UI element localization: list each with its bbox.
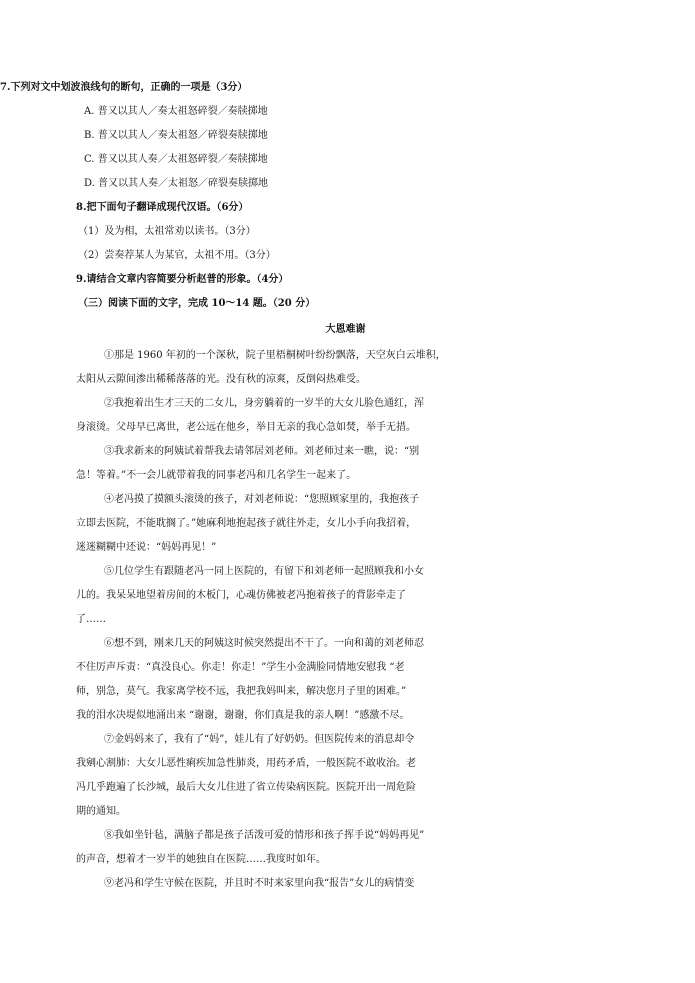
article-line: 冯几乎跑遍了长沙城，最后大女儿住进了省立传染病医院。医院开出一周危险 xyxy=(76,782,416,793)
article-line: 急！等着。”不一会儿就带着我的同事老冯和几名学生一起来了。 xyxy=(76,470,357,481)
article-line: 期的通知。 xyxy=(76,806,126,817)
article-line: 身滚烫。父母早已离世，老公远在他乡，举目无亲的我心急如焚，举手无措。 xyxy=(76,422,416,433)
question-7-option-a: A. 普又以其人／奏太祖怒碎裂／奏牍掷地 xyxy=(84,106,268,117)
article-line: 不住厉声斥责：“真没良心。你走！你走！”学生小金满脸同情地安慰我 “老 xyxy=(76,662,405,673)
question-7-option-b: B. 普又以其人／奏太祖怒／碎裂奏牍掷地 xyxy=(84,130,268,141)
article-line: ⑦金妈妈来了，我有了“妈”，娃儿有了好奶奶。但医院传来的消息却令 xyxy=(104,734,415,745)
question-9-stem: 9.请结合文章内容简要分析赵普的形象。（4分） xyxy=(76,274,289,285)
article-line: 的声音，想着才一岁半的她独自在医院……我度时如年。 xyxy=(76,854,326,865)
article-line: 儿的。我呆呆地望着房间的木板门，心魂仿佛被老冯抱着孩子的背影牵走了 xyxy=(76,590,406,601)
question-7-option-c: C. 普又以其人奏／太祖怒碎裂／奏牍掷地 xyxy=(84,154,268,165)
article-line: ①那是 1960 年初的一个深秋，院子里梧桐树叶纷纷飘落，天空灰白云堆积， xyxy=(104,350,446,361)
article-line: 了…… xyxy=(76,614,106,625)
question-8-item-2: （2）尝奏荐某人为某官，太祖不用。（3分） xyxy=(78,250,276,261)
article-title: 大恩难谢 xyxy=(325,324,366,335)
article-line: 立即去医院，不能耽搁了。”她麻利地抱起孩子就往外走，女儿小手向我招着， xyxy=(76,518,417,529)
article-line: ⑧我如坐针毡，满脑子都是孩子活泼可爱的情形和孩子挥手说“妈妈再见” xyxy=(104,830,425,841)
article-line: ⑤几位学生有跟随老冯一同上医院的，有留下和刘老师一起照顾我和小女 xyxy=(104,566,424,577)
article-line: ③我求新来的阿姨试着帮我去请邻居刘老师。刘老师过来一瞧，说：“别 xyxy=(104,446,420,457)
article-line: 迷迷糊糊中还说：“妈妈再见！” xyxy=(76,542,217,553)
article-line: ⑥想不到，刚来几天的阿姨这时候突然提出不干了。一向和蔼的刘老师忍 xyxy=(104,638,424,649)
question-8-stem: 8.把下面句子翻译成现代汉语。（6分） xyxy=(76,202,249,213)
article-line: ②我抱着出生才三天的二女儿，身旁躺着的一岁半的大女儿脸色通红，浑 xyxy=(104,398,424,409)
article-line: 我剜心割肺：大女儿恶性痢疾加急性肺炎，用药矛盾，一般医院不敢收治。老 xyxy=(76,758,416,769)
question-8-item-1: （1）及为相，太祖常劝以读书。（3分） xyxy=(78,226,256,237)
article-line: 我的泪水决堤似地涌出来 “谢谢，谢谢，你们真是我的亲人啊！”感激不尽。 xyxy=(76,710,410,721)
section-3-heading: （三）阅读下面的文字，完成 10～14 题。（20 分） xyxy=(78,298,316,309)
article-line: 师，别急，莫气。我家离学校不远，我把我妈叫来，解决您月子里的困难。” xyxy=(76,686,407,697)
question-7-option-d: D. 普又以其人奏／太祖怒／碎裂奏牍掷地 xyxy=(84,178,269,189)
article-line: 太阳从云隙间渗出稀稀落落的光。没有秋的凉爽，反倒闷热难受。 xyxy=(76,374,366,385)
article-line: ⑨老冯和学生守候在医院，并且时不时来家里向我“报告”女儿的病情变 xyxy=(104,878,415,889)
question-7-stem: 7.下列对文中划波浪线句的断句，正确的一项是（3分） xyxy=(0,82,248,93)
article-line: ④老冯摸了摸额头滚烫的孩子，对刘老师说：“您照顾家里的，我抱孩子 xyxy=(104,494,420,505)
